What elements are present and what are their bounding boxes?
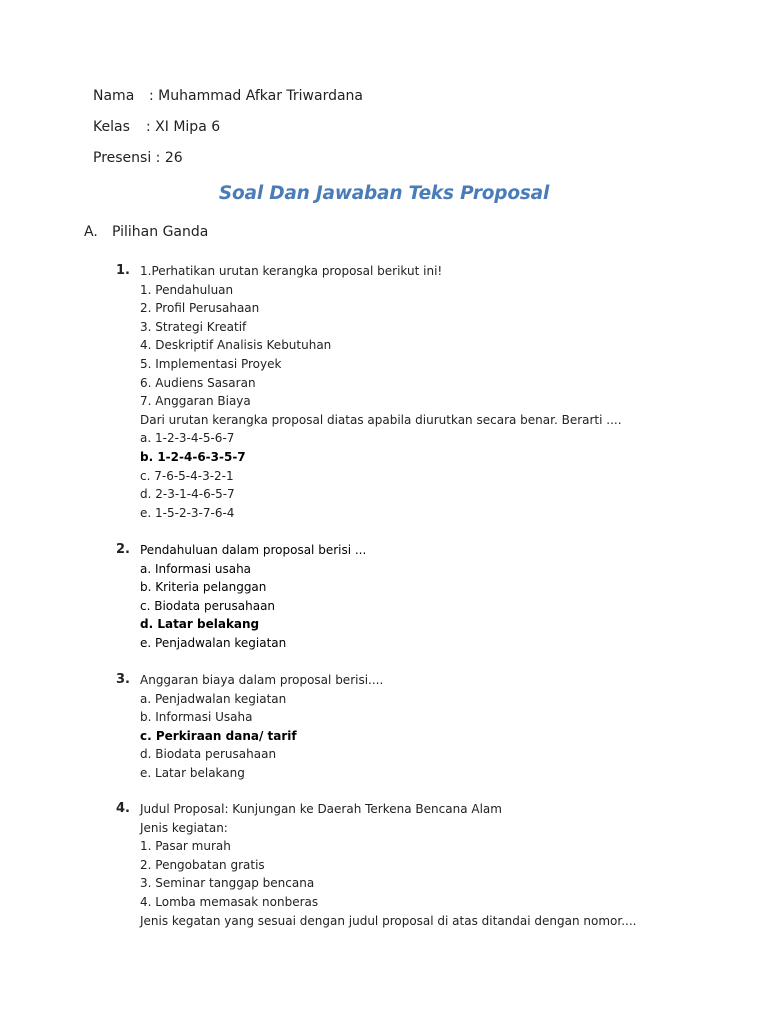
answer-option: b. Informasi Usaha — [140, 710, 253, 725]
list-item: 5. Implementasi Proyek — [140, 356, 282, 371]
question-prompt: Jenis kegatan yang sesuai dengan judul proposal di atas ditandai dengan nomor.... — [140, 913, 637, 928]
list-item: 1. Pendahuluan — [140, 282, 234, 297]
list-item: 3. Strategi Kreatif — [140, 319, 247, 334]
question-body — [140, 541, 366, 653]
section-heading — [84, 224, 208, 240]
answer-option: e. Latar belakang — [140, 765, 245, 780]
answer-option-correct: c. Perkiraan dana/ tarif — [140, 728, 297, 743]
class-label: Kelas — [93, 119, 130, 135]
question-body — [140, 671, 383, 783]
question-3 — [116, 671, 383, 783]
list-heading: Jenis kegiatan: — [140, 820, 228, 835]
question-number: 1. — [116, 263, 130, 278]
attendance-row — [93, 150, 183, 166]
answer-option-correct: b. 1-2-4-6-3-5-7 — [140, 449, 246, 464]
list-item: 3. Seminar tanggap bencana — [140, 876, 315, 891]
question-body — [140, 800, 636, 930]
class-row — [93, 119, 220, 135]
question-number: 2. — [116, 542, 130, 557]
class-value: : XI Mipa 6 — [146, 119, 221, 135]
answer-option: c. Biodata perusahaan — [140, 598, 276, 613]
answer-option-correct: d. Latar belakang — [140, 617, 260, 632]
answer-option: e. Penjadwalan kegiatan — [140, 635, 287, 650]
answer-option: a. 1-2-3-4-5-6-7 — [140, 431, 235, 446]
question-prompt: Dari urutan kerangka proposal diatas apabila diurutkan secara benar. Berarti .... — [140, 412, 622, 427]
question-number: 3. — [116, 672, 130, 687]
list-item: 1. Pasar murah — [140, 839, 231, 854]
question-4 — [116, 800, 636, 930]
answer-option: a. Informasi usaha — [140, 561, 252, 576]
answer-option: c. 7-6-5-4-3-2-1 — [140, 468, 234, 483]
question-text: Pendahuluan dalam proposal berisi ... — [140, 543, 367, 557]
name-label: Nama — [93, 88, 135, 104]
list-item: 4. Lomba memasak nonberas — [140, 894, 319, 909]
list-item: 7. Anggaran Biaya — [140, 394, 251, 409]
question-2 — [116, 541, 366, 653]
answer-option: b. Kriteria pelanggan — [140, 580, 267, 595]
question-text: Judul Proposal: Kunjungan ke Daerah Terkena Bencana Alam — [140, 802, 502, 816]
answer-option: d. 2-3-1-4-6-5-7 — [140, 487, 235, 502]
section-letter: A. — [84, 224, 98, 240]
list-item: 2. Pengobatan gratis — [140, 857, 265, 872]
question-body — [140, 262, 622, 522]
question-1 — [116, 262, 622, 522]
question-number: 4. — [116, 801, 130, 816]
section-label: Pilihan Ganda — [112, 224, 209, 240]
list-item: 6. Audiens Sasaran — [140, 375, 256, 390]
question-text: 1.Perhatikan urutan kerangka proposal berikut ini! — [140, 264, 443, 278]
answer-option: e. 1-5-2-3-7-6-4 — [140, 505, 235, 520]
answer-option: d. Biodata perusahaan — [140, 747, 277, 762]
answer-option: a. Penjadwalan kegiatan — [140, 691, 287, 706]
document-title: Soal Dan Jawaban Teks Proposal — [218, 183, 550, 204]
list-item: 2. Profil Perusahaan — [140, 301, 260, 316]
attendance-value: Presensi : 26 — [93, 150, 183, 166]
name-value: : Muhammad Afkar Triwardana — [149, 88, 364, 104]
question-text: Anggaran biaya dalam proposal berisi.... — [140, 673, 384, 687]
list-item: 4. Deskriptif Analisis Kebutuhan — [140, 338, 332, 353]
name-row — [93, 88, 363, 104]
